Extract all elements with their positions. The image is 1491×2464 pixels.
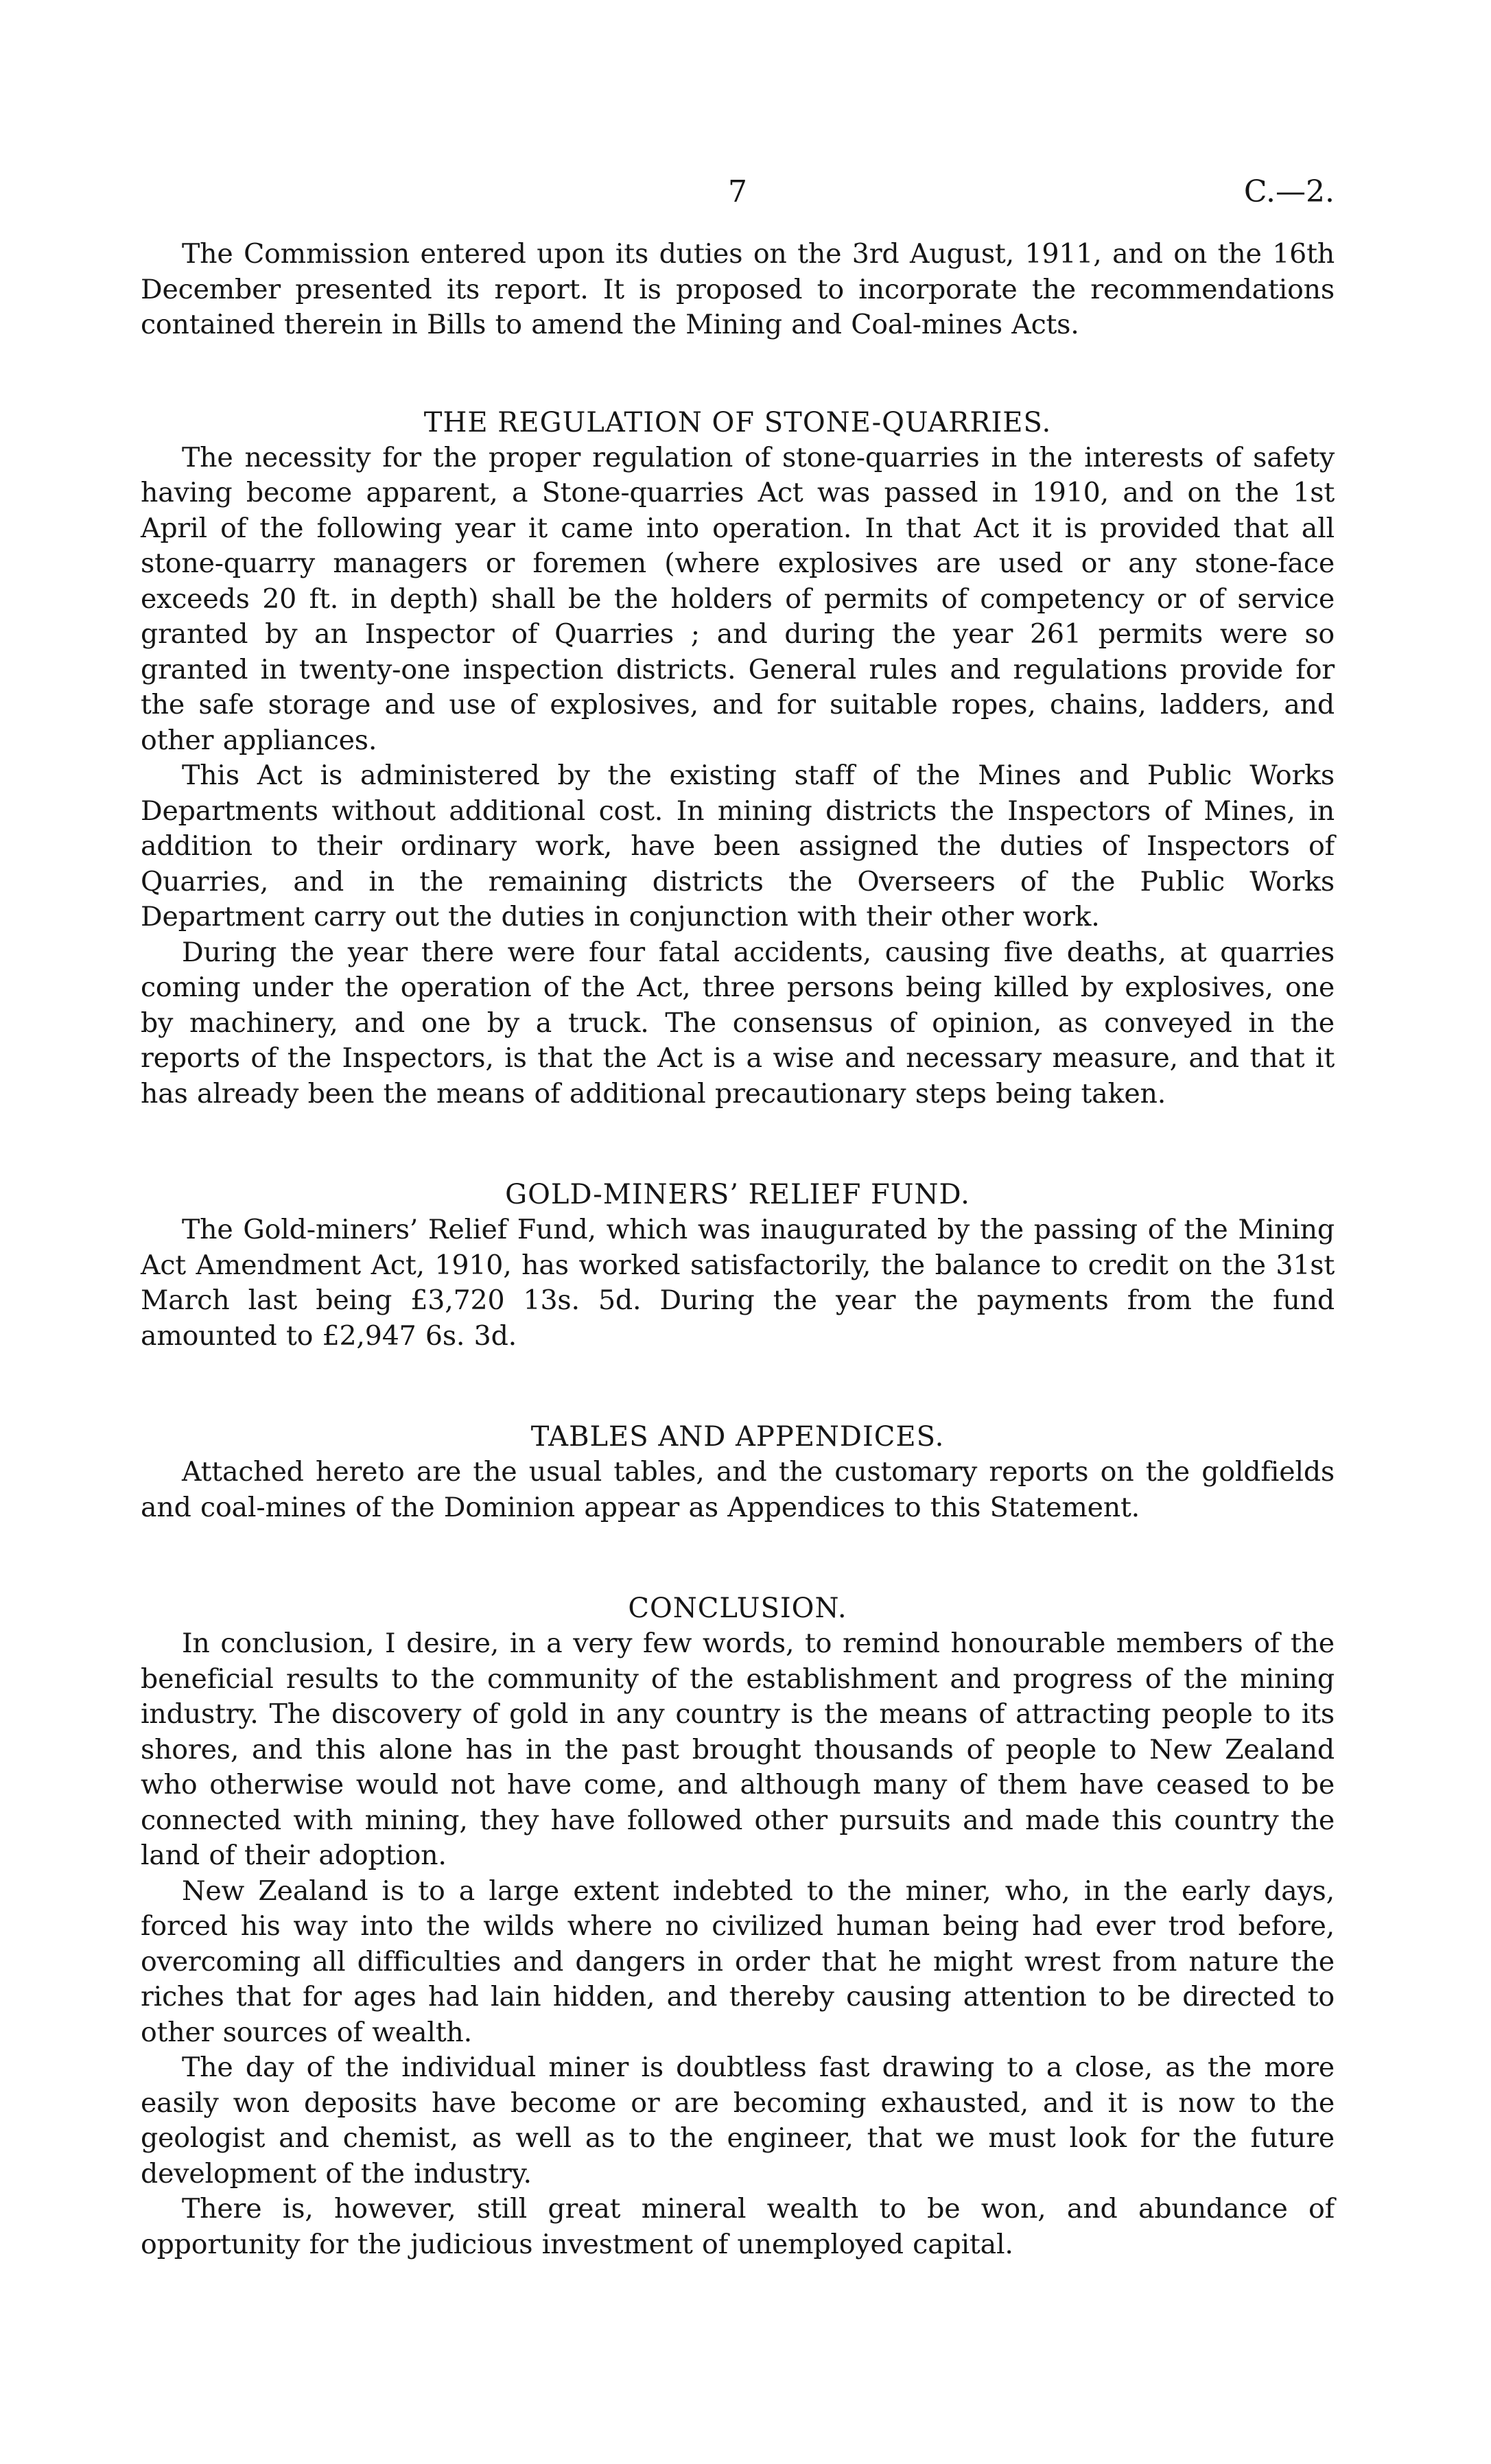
page-header: [141, 172, 1335, 213]
conclusion-paragraph-3: The day of the individual miner is doubtless fast drawing to a close, as the more easily won deposits have become or are becoming exhausted, and it is now to the geologist and chemist, as well as to the engineer, that we must look for the future development of the industry.: [141, 2052, 1335, 2190]
conclusion-paragraph-1: In conclusion, I desire, in a very few words, to remind honourable members of the beneficial results to the community of the establishment and progress of the mining industry. The discovery of gold in any country is the means of attracting people to its shores, and this alone has in the past brought thousands of people to New Zealand who otherwise would not have come, and although many of them have ceased to be connected with mining, they have followed other pursuits and made this country the land of their adoption.: [141, 1628, 1335, 1871]
conclusion-paragraph-4: There is, however, still great mineral wealth to be won, and abundance of opportunity for the judicious investment of unemployed capital.: [141, 2193, 1335, 2260]
conclusion-heading: CONCLUSION.: [628, 1593, 847, 1624]
stone-quarries-section: [141, 405, 1335, 1112]
intro-paragraph-1: The Commission entered upon its duties on the 3rd August, 1911, and on the 16th December presented its report. It is proposed to incorporate the recommendations contained therein in Bills to amend the Mining and Coal-mines Acts.: [141, 238, 1335, 340]
stone-quarries-paragraph-3: During the year there were four fatal accidents, causing five deaths, at quarries coming under the operation of the Act, three persons being killed by explosives, one by machinery, and one by a truck. The consensus of opinion, as conveyed in the reports of the Inspectors, is that the Act is a wise and necessary measure, and that it has already been the means of additional precautionary steps being taken.: [141, 936, 1335, 1110]
intro-section: [141, 237, 1335, 343]
document-body: [141, 237, 1335, 2262]
document-reference: C.—2.: [1243, 174, 1335, 209]
relief-fund-heading: GOLD-MINERS’ RELIEF FUND.: [505, 1179, 970, 1210]
page-number: 7: [728, 174, 747, 209]
stone-quarries-paragraph-1: The necessity for the proper regulation of stone-quarries in the interests of safety having become apparent, a Stone-quarries Act was passed in 1910, and on the 1st April of the following year it came into operation. In that Act it is provided that all stone-quarry managers or foremen (where explosives are used or any stone-face exceeds 20 ft. in depth) shall be the holders of permits of competency or of service granted by an Inspector of Quarries ; and during the year 261 permits were so granted in twenty-one inspection districts. General rules and regulations provide for the safe storage and use of explosives, and for suitable ropes, chains, ladders, and other appliances.: [141, 441, 1335, 756]
relief-fund-section: [141, 1177, 1335, 1354]
stone-quarries-heading: THE REGULATION OF STONE-QUARRIES.: [423, 406, 1052, 438]
tables-heading: TABLES AND APPENDICES.: [530, 1421, 945, 1453]
conclusion-section: [141, 1591, 1335, 2262]
tables-paragraph-1: Attached hereto are the usual tables, and the customary reports on the goldfields and coal-mines of the Dominion appear as Appendices to this Statement.: [141, 1456, 1335, 1523]
tables-section: [141, 1419, 1335, 1525]
relief-fund-paragraph-1: The Gold-miners’ Relief Fund, which was inaugurated by the passing of the Mining Act Amendment Act, 1910, has worked satisfactorily, the balance to credit on the 31st March last being £3,720 13s. 5d. During the year the payments from the fund amounted to £2,947 6s. 3d.: [141, 1214, 1335, 1352]
stone-quarries-paragraph-2: This Act is administered by the existing staff of the Mines and Public Works Departments without additional cost. In mining districts the Inspectors of Mines, in addition to their ordinary work, have been assigned the duties of Inspectors of Quarries, and in the remaining districts the Overseers of the Public Works Department carry out the duties in conjunction with their other work.: [141, 760, 1335, 932]
conclusion-paragraph-2: New Zealand is to a large extent indebted to the miner, who, in the early days, forced his way into the wilds where no civilized human being had ever trod before, overcoming all difficulties and dangers in order that he might wrest from nature the riches that for ages had lain hidden, and thereby causing attention to be directed to other sources of wealth.: [141, 1875, 1335, 2048]
